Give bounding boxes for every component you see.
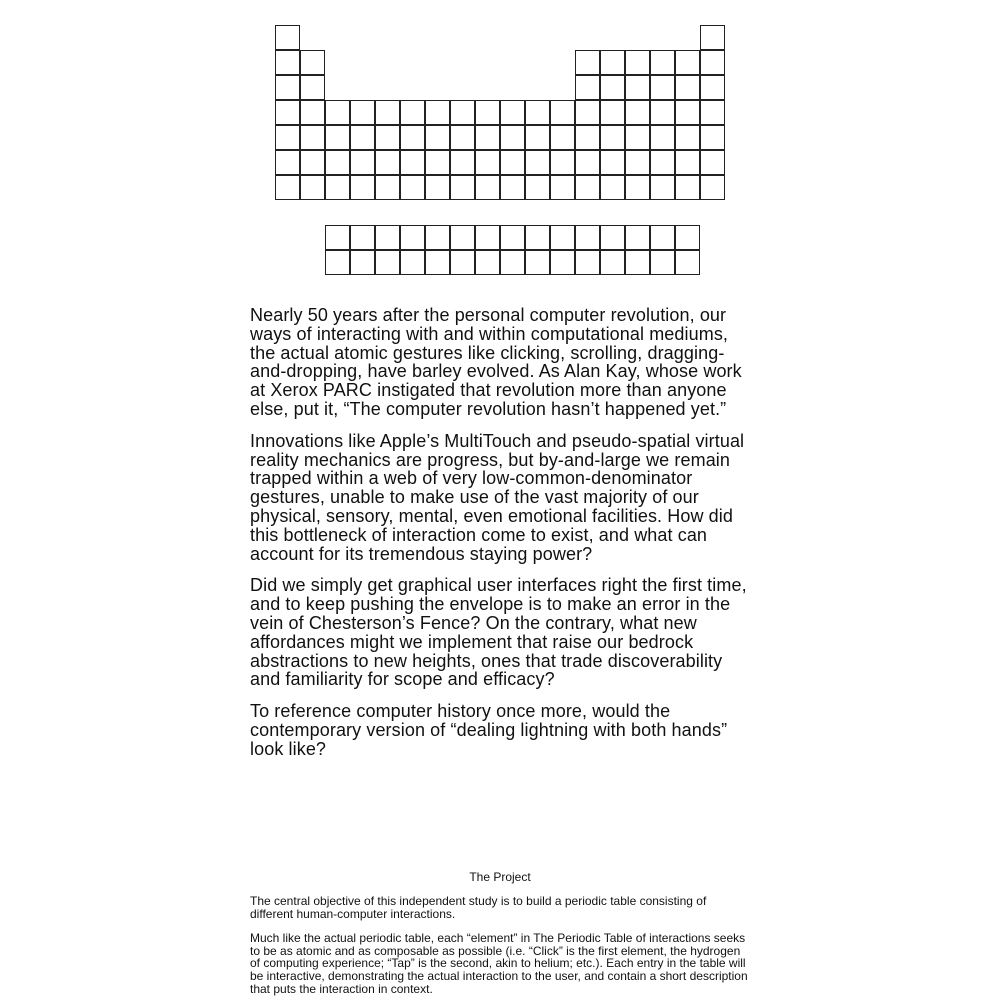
periodic-element-cell[interactable] bbox=[275, 175, 300, 200]
periodic-element-cell[interactable] bbox=[675, 175, 700, 200]
periodic-element-cell[interactable] bbox=[700, 150, 725, 175]
essay-paragraph: Nearly 50 years after the personal computer revolution, our ways of interacting with and within computational mediums, the actual atomic gestures like clicking, scrolling, dragging-and-dropping, have barley evolved. As Alan Kay, whose work at Xerox PARC instigated that revolution more than anyone else, put it, “The computer revolution hasn’t happened yet.” bbox=[250, 305, 742, 419]
periodic-element-cell[interactable] bbox=[675, 100, 700, 125]
periodic-element-cell[interactable] bbox=[275, 150, 300, 175]
periodic-element-cell[interactable] bbox=[400, 100, 425, 125]
periodic-element-cell[interactable] bbox=[425, 125, 450, 150]
footer-row-element-cell[interactable] bbox=[425, 225, 450, 250]
periodic-element-cell[interactable] bbox=[400, 125, 425, 150]
footer-row-element-cell[interactable] bbox=[400, 225, 425, 250]
periodic-element-cell[interactable] bbox=[450, 100, 475, 125]
periodic-element-cell[interactable] bbox=[300, 175, 325, 200]
periodic-element-cell[interactable] bbox=[325, 125, 350, 150]
footer-row-element-cell[interactable] bbox=[575, 250, 600, 275]
periodic-element-cell[interactable] bbox=[350, 125, 375, 150]
periodic-element-cell[interactable] bbox=[375, 175, 400, 200]
periodic-element-cell[interactable] bbox=[475, 125, 500, 150]
intro-essay bbox=[250, 306, 755, 772]
footer-row-element-cell[interactable] bbox=[675, 225, 700, 250]
periodic-element-cell[interactable] bbox=[525, 150, 550, 175]
footer-row-element-cell[interactable] bbox=[400, 250, 425, 275]
footer-row-element-cell[interactable] bbox=[550, 250, 575, 275]
footer-row-element-cell[interactable] bbox=[450, 225, 475, 250]
periodic-element-cell[interactable] bbox=[625, 75, 650, 100]
periodic-element-cell[interactable] bbox=[500, 125, 525, 150]
footer-row-element-cell[interactable] bbox=[625, 225, 650, 250]
periodic-element-cell[interactable] bbox=[575, 50, 600, 75]
periodic-element-cell[interactable] bbox=[700, 75, 725, 100]
periodic-element-cell[interactable] bbox=[275, 50, 300, 75]
periodic-element-cell[interactable] bbox=[550, 150, 575, 175]
footer-row-element-cell[interactable] bbox=[425, 250, 450, 275]
periodic-element-cell[interactable] bbox=[475, 100, 500, 125]
periodic-element-cell[interactable] bbox=[525, 125, 550, 150]
footer-row-element-cell[interactable] bbox=[325, 225, 350, 250]
periodic-element-cell[interactable] bbox=[650, 100, 675, 125]
footer-row-element-cell[interactable] bbox=[625, 250, 650, 275]
periodic-element-cell[interactable] bbox=[475, 150, 500, 175]
footer-row-element-cell[interactable] bbox=[650, 250, 675, 275]
periodic-element-cell[interactable] bbox=[375, 150, 400, 175]
periodic-element-cell[interactable] bbox=[675, 50, 700, 75]
periodic-element-cell[interactable] bbox=[375, 125, 400, 150]
periodic-element-cell[interactable] bbox=[650, 175, 675, 200]
periodic-element-cell[interactable] bbox=[650, 50, 675, 75]
periodic-element-cell[interactable] bbox=[700, 175, 725, 200]
periodic-element-cell[interactable] bbox=[550, 175, 575, 200]
footer-row-element-cell[interactable] bbox=[600, 225, 625, 250]
periodic-element-cell[interactable] bbox=[675, 75, 700, 100]
periodic-element-cell[interactable] bbox=[300, 50, 325, 75]
periodic-element-cell[interactable] bbox=[575, 175, 600, 200]
periodic-element-cell[interactable] bbox=[600, 150, 625, 175]
periodic-element-cell[interactable] bbox=[600, 50, 625, 75]
periodic-element-cell[interactable] bbox=[625, 100, 650, 125]
footer-row-element-cell[interactable] bbox=[450, 250, 475, 275]
periodic-element-cell[interactable] bbox=[600, 75, 625, 100]
periodic-element-cell[interactable] bbox=[275, 75, 300, 100]
periodic-element-cell[interactable] bbox=[325, 175, 350, 200]
periodic-element-cell[interactable] bbox=[500, 175, 525, 200]
footer-row-element-cell[interactable] bbox=[475, 225, 500, 250]
periodic-element-cell[interactable] bbox=[325, 100, 350, 125]
periodic-element-cell[interactable] bbox=[550, 125, 575, 150]
footer-row-element-cell[interactable] bbox=[600, 250, 625, 275]
periodic-element-cell[interactable] bbox=[700, 100, 725, 125]
periodic-element-cell[interactable] bbox=[300, 125, 325, 150]
periodic-element-cell[interactable] bbox=[450, 175, 475, 200]
periodic-element-cell[interactable] bbox=[275, 100, 300, 125]
project-section bbox=[250, 870, 750, 1000]
essay-paragraph: Innovations like Apple’s MultiTouch and pseudo-spatial virtual reality mechanics are progress, but by-and-large we remain trapped within a web of very low-common-denominator gestures, unable to make use of the vast majority of our physical, sensory, mental, even emotional facilities. How did this bottleneck of interaction come to exist, and what can account for its tremendous staying power? bbox=[250, 430, 745, 564]
periodic-element-cell[interactable] bbox=[425, 100, 450, 125]
periodic-element-cell[interactable] bbox=[675, 150, 700, 175]
periodic-element-cell[interactable] bbox=[325, 150, 350, 175]
periodic-element-cell[interactable] bbox=[400, 150, 425, 175]
periodic-element-cell[interactable] bbox=[275, 125, 300, 150]
periodic-element-cell[interactable] bbox=[400, 175, 425, 200]
periodic-element-cell[interactable] bbox=[700, 50, 725, 75]
essay-paragraph: To reference computer history once more, would the contemporary version of “dealing lightning with both hands” look like? bbox=[250, 701, 728, 759]
footer-row-element-cell[interactable] bbox=[375, 225, 400, 250]
project-heading: The Project bbox=[469, 870, 531, 884]
periodic-element-cell[interactable] bbox=[600, 125, 625, 150]
footer-row-element-cell[interactable] bbox=[375, 250, 400, 275]
periodic-element-cell[interactable] bbox=[700, 125, 725, 150]
footer-row-element-cell[interactable] bbox=[350, 250, 375, 275]
periodic-element-cell[interactable] bbox=[450, 125, 475, 150]
essay-paragraph: Did we simply get graphical user interfaces right the first time, and to keep pushing the envelope is to make an error in the vein of Chesterson’s Fence? On the contrary, what new affordances might we implement that raise our bedrock abstractions to new heights, ones that trade discoverability and familiarity for scope and efficacy? bbox=[250, 575, 747, 690]
footer-row-element-cell[interactable] bbox=[475, 250, 500, 275]
periodic-element-cell[interactable] bbox=[625, 50, 650, 75]
footer-row-element-cell[interactable] bbox=[575, 225, 600, 250]
project-paragraph: Much like the actual periodic table, each “element” in The Periodic Table of interactions seeks to be as atomic and as composable as possible (i.e. “Click” is the first element, the hydrogen of computing experience; “Tap” is the second, akin to helium; etc.). Each entry in the table will be interactive, demonstrating the actual interaction to the user, and contain a short description that puts the interaction in context. bbox=[250, 931, 748, 996]
periodic-element-cell[interactable] bbox=[450, 150, 475, 175]
periodic-element-cell[interactable] bbox=[375, 100, 400, 125]
periodic-element-cell[interactable] bbox=[275, 25, 300, 50]
periodic-element-cell[interactable] bbox=[350, 150, 375, 175]
periodic-element-cell[interactable] bbox=[425, 150, 450, 175]
periodic-element-cell[interactable] bbox=[350, 100, 375, 125]
periodic-element-cell[interactable] bbox=[350, 175, 375, 200]
periodic-element-cell[interactable] bbox=[575, 150, 600, 175]
periodic-element-cell[interactable] bbox=[600, 175, 625, 200]
footer-row-element-cell[interactable] bbox=[350, 225, 375, 250]
periodic-element-cell[interactable] bbox=[575, 75, 600, 100]
periodic-element-cell[interactable] bbox=[650, 150, 675, 175]
periodic-element-cell[interactable] bbox=[675, 125, 700, 150]
periodic-element-cell[interactable] bbox=[550, 100, 575, 125]
periodic-element-cell[interactable] bbox=[650, 125, 675, 150]
footer-row-element-cell[interactable] bbox=[550, 225, 575, 250]
periodic-element-cell[interactable] bbox=[525, 100, 550, 125]
periodic-element-cell[interactable] bbox=[575, 100, 600, 125]
footer-row-element-cell[interactable] bbox=[525, 225, 550, 250]
periodic-element-cell[interactable] bbox=[575, 125, 600, 150]
footer-row-element-cell[interactable] bbox=[500, 250, 525, 275]
periodic-element-cell[interactable] bbox=[300, 100, 325, 125]
periodic-element-cell[interactable] bbox=[425, 175, 450, 200]
periodic-element-cell[interactable] bbox=[475, 175, 500, 200]
periodic-element-cell[interactable] bbox=[700, 25, 725, 50]
footer-row-element-cell[interactable] bbox=[650, 225, 675, 250]
project-paragraph: The central objective of this independent study is to build a periodic table consisting of different human-computer interactions. bbox=[250, 894, 707, 921]
footer-row-element-cell[interactable] bbox=[325, 250, 350, 275]
periodic-element-cell[interactable] bbox=[500, 150, 525, 175]
footer-row-element-cell[interactable] bbox=[500, 225, 525, 250]
periodic-element-cell[interactable] bbox=[300, 75, 325, 100]
periodic-element-cell[interactable] bbox=[300, 150, 325, 175]
periodic-element-cell[interactable] bbox=[525, 175, 550, 200]
footer-row-element-cell[interactable] bbox=[675, 250, 700, 275]
periodic-element-cell[interactable] bbox=[650, 75, 675, 100]
periodic-element-cell[interactable] bbox=[625, 150, 650, 175]
periodic-element-cell[interactable] bbox=[625, 175, 650, 200]
periodic-element-cell[interactable] bbox=[600, 100, 625, 125]
periodic-element-cell[interactable] bbox=[625, 125, 650, 150]
periodic-table-grid bbox=[0, 0, 1000, 290]
footer-row-element-cell[interactable] bbox=[525, 250, 550, 275]
periodic-element-cell[interactable] bbox=[500, 100, 525, 125]
